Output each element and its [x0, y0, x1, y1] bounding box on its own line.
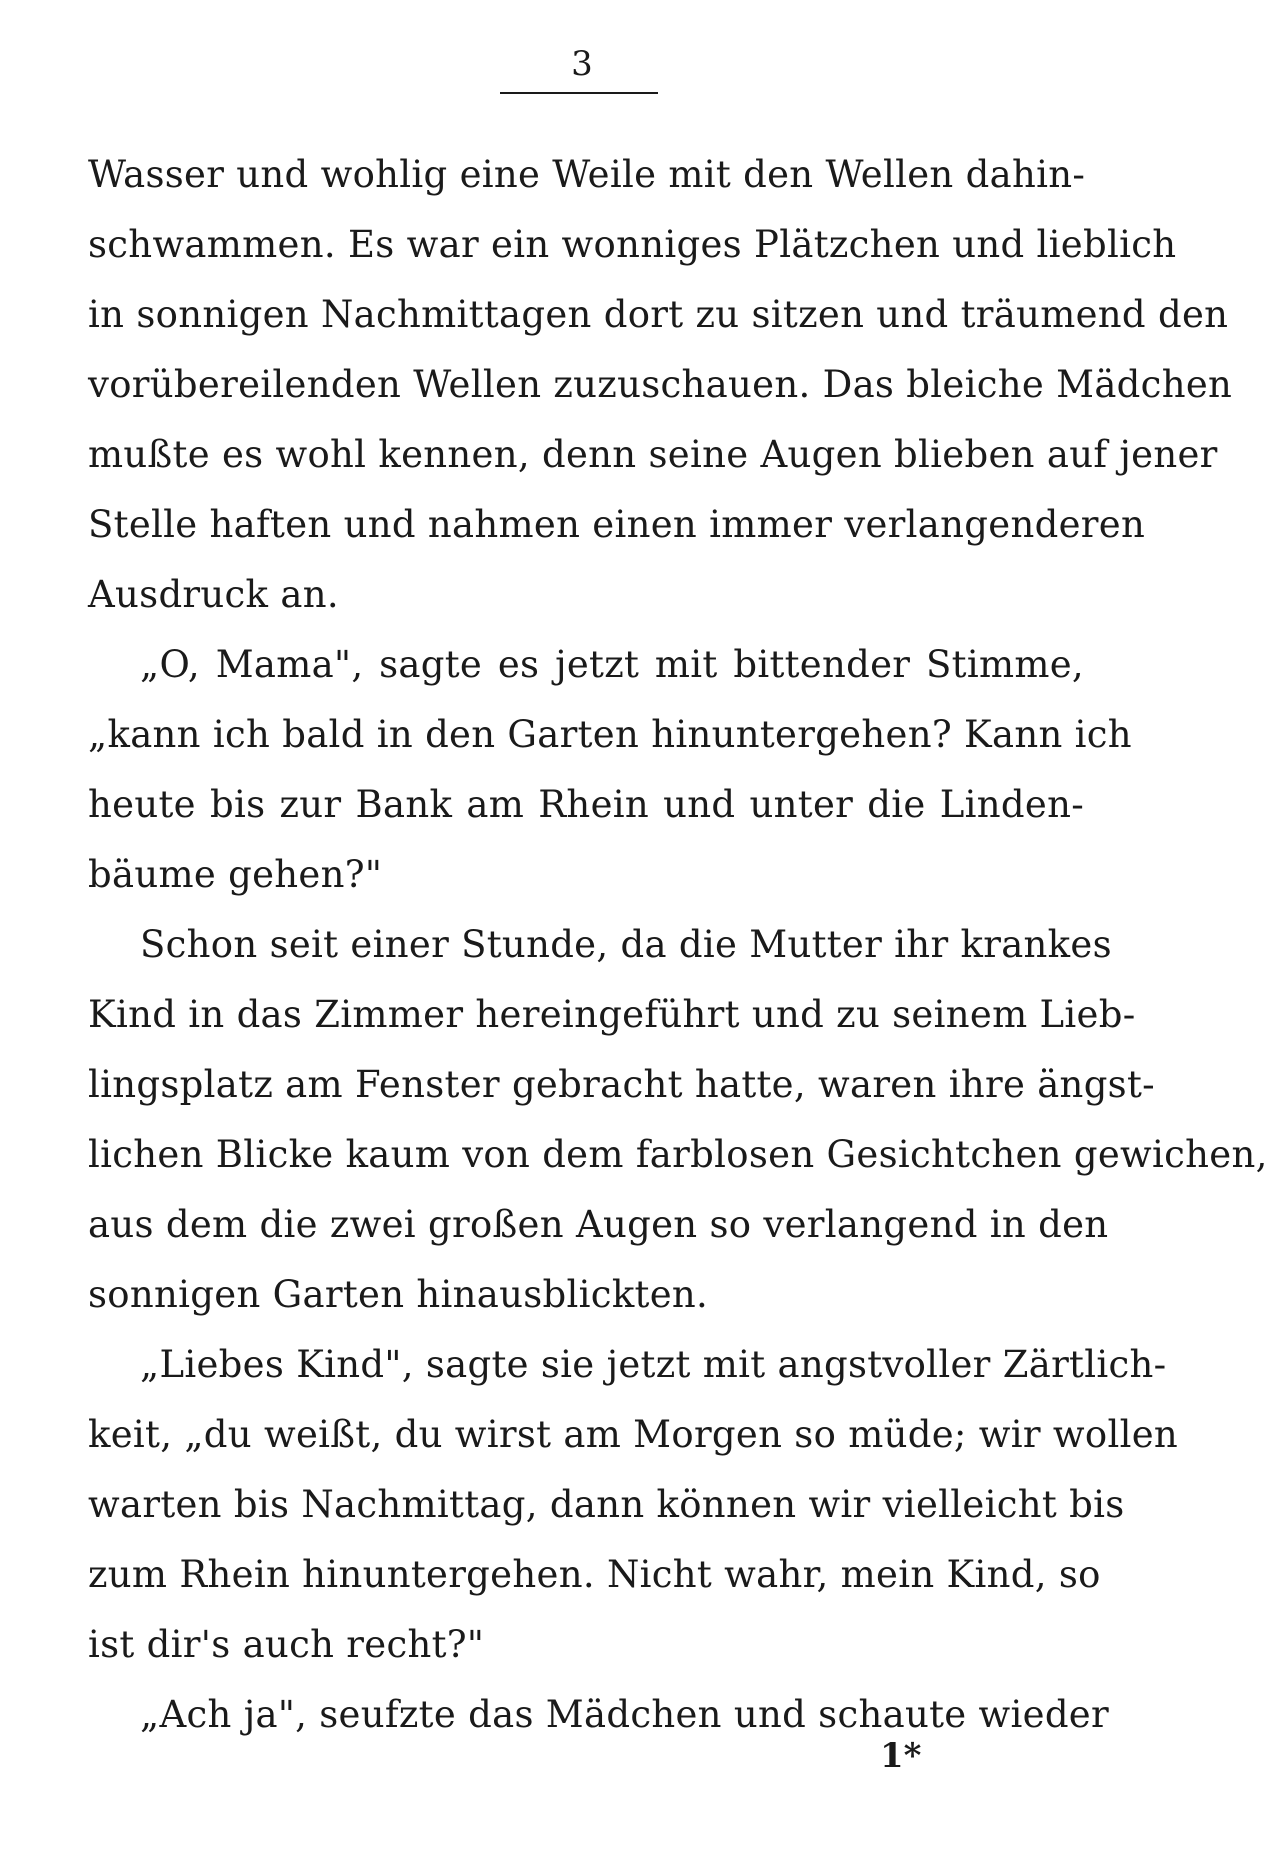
text-line: bäume gehen?": [88, 853, 383, 896]
text-line: Schon seit einer Stunde, da die Mutter ihr krankes: [140, 923, 1112, 966]
text-line: „O, Mama", sagte es jetzt mit bittender Stimme,: [140, 643, 1084, 686]
text-line: Kind in das Zimmer hereingeführt und zu seinem Lieb-: [88, 993, 1136, 1036]
text-line: zum Rhein hinuntergehen. Nicht wahr, mein Kind, so: [88, 1553, 1101, 1596]
text-line: sonnigen Garten hinausblickten.: [88, 1273, 709, 1316]
text-line: in sonnigen Nachmittagen dort zu sitzen und träumend den: [88, 293, 1229, 336]
text-line: „Ach ja", seufzte das Mädchen und schaute wieder: [140, 1693, 1109, 1736]
text-line: aus dem die zwei großen Augen so verlangend in den: [88, 1203, 1109, 1246]
text-line: mußte es wohl kennen, denn seine Augen blieben auf jener: [88, 433, 1218, 476]
header-rule: [500, 92, 658, 94]
text-line: warten bis Nachmittag, dann können wir vielleicht bis: [88, 1483, 1125, 1526]
text-line: „Liebes Kind", sagte sie jetzt mit angstvoller Zärtlich-: [140, 1343, 1167, 1386]
text-line: Wasser und wohlig eine Weile mit den Wellen dahin-: [88, 153, 1086, 196]
text-line: heute bis zur Bank am Rhein und unter die Linden-: [88, 783, 1084, 826]
text-line: ist dir's auch recht?": [88, 1623, 485, 1666]
text-line: schwammen. Es war ein wonniges Plätzchen und lieblich: [88, 223, 1177, 266]
body-text: [88, 140, 1268, 1750]
text-line: Stelle haften und nahmen einen immer verlangenderen: [88, 503, 1146, 546]
text-line: keit, „du weißt, du wirst am Morgen so müde; wir wollen: [88, 1413, 1179, 1456]
text-line: lichen Blicke kaum von dem farblosen Gesichtchen gewichen,: [88, 1133, 1268, 1176]
page-number: 3: [571, 44, 593, 84]
signature-mark: 1*: [880, 1736, 922, 1776]
text-line: lingsplatz am Fenster gebracht hatte, waren ihre ängst-: [88, 1063, 1155, 1106]
text-line: Ausdruck an.: [88, 573, 339, 616]
text-line: vorübereilenden Wellen zuzuschauen. Das bleiche Mädchen: [88, 363, 1233, 406]
text-line: „kann ich bald in den Garten hinuntergehen? Kann ich: [88, 713, 1132, 756]
